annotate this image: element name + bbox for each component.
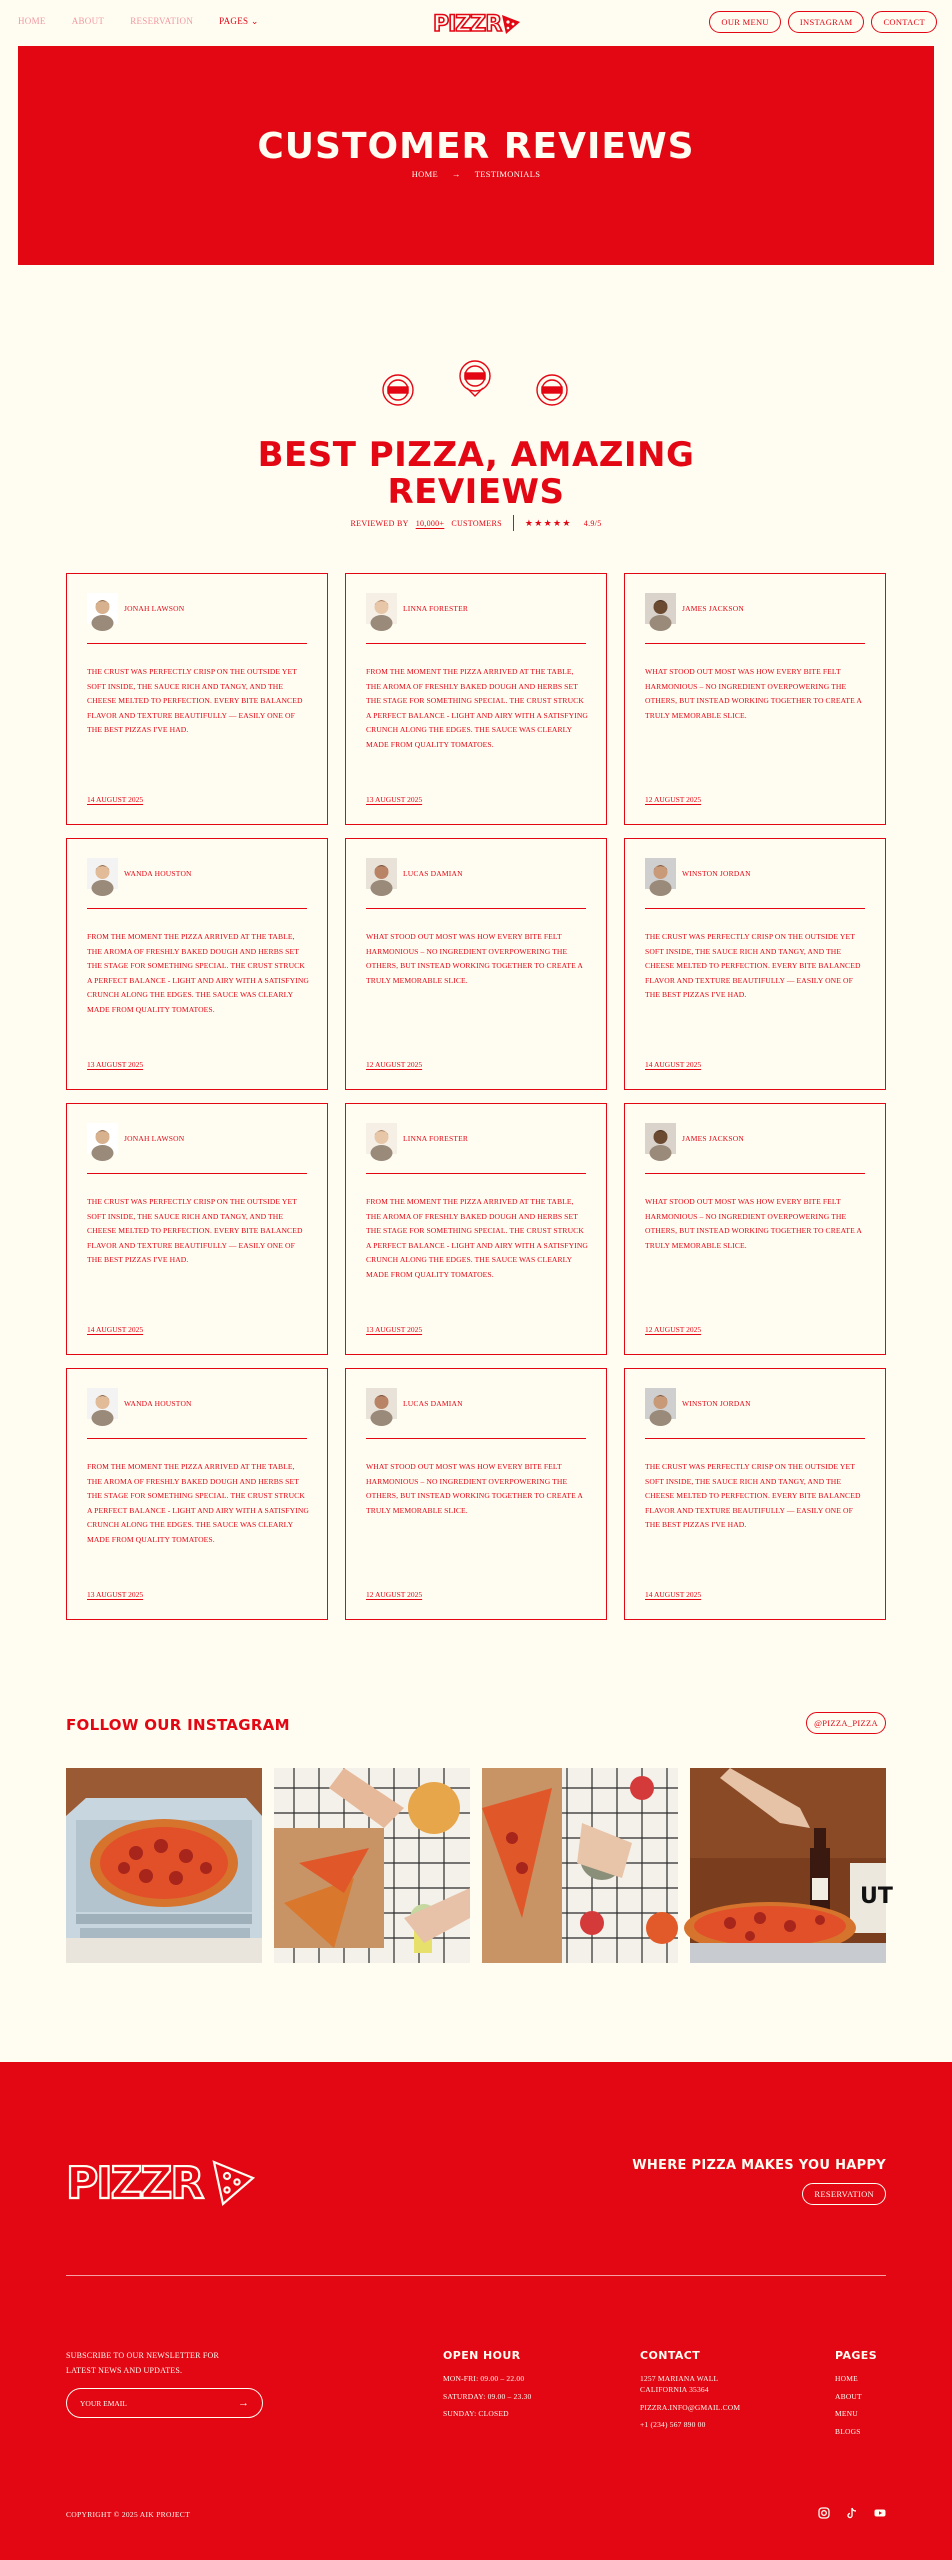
footer-logo-text: PIZZR <box>66 2158 203 2209</box>
review-card <box>66 573 328 825</box>
svg-text:UT: UT <box>860 1884 893 1909</box>
review-date[interactable]: 12 AUGUST 2025 <box>645 1325 702 1334</box>
avatar <box>87 593 118 624</box>
review-text: WHAT STOOD OUT MOST WAS HOW EVERY BITE FELT HARMONIOUS – NO INGREDIENT OVERPOWERING THE OTHERS, BUT INSTEAD WORKING TOGETHER TO CREATE A TRULY MEMORABLE SLICE. <box>366 932 583 985</box>
review-date[interactable]: 12 AUGUST 2025 <box>366 1590 423 1599</box>
site-footer <box>0 2062 952 2560</box>
review-text: THE CRUST WAS PERFECTLY CRISP ON THE OUTSIDE YET SOFT INSIDE, THE SAUCE RICH AND TANGY, AND THE CHEESE MELTED TO PERFECTION. EVERY BITE BALANCED FLAVOR AND TEXTURE BEAUTIFULLY — EASILY ONE OF THE BEST PIZZAS I'VE HAD. <box>645 1462 861 1529</box>
pages-column <box>835 2349 877 2443</box>
card-divider <box>366 1438 586 1439</box>
youtube-icon[interactable] <box>874 2506 886 2518</box>
nav-link-home[interactable]: HOME <box>18 16 46 26</box>
contact-button[interactable]: CONTACT <box>871 11 937 33</box>
reviewer-name: JAMES JACKSON <box>682 1134 744 1143</box>
avatar <box>366 593 397 624</box>
laurel-badge-icon <box>460 361 490 396</box>
contact-email[interactable]: PIZZRA.INFO@GMAIL.COM <box>640 2402 741 2412</box>
site-logo[interactable] <box>432 8 524 38</box>
reviewed-by-label: REVIEWED BY <box>350 518 409 528</box>
review-text: FROM THE MOMENT THE PIZZA ARRIVED AT THE TABLE, THE AROMA OF FRESHLY BAKED DOUGH AND HERBS SET THE STAGE FOR SOMETHING SPECIAL. THE CRUST STRUCK A PERFECT BALANCE - LIGHT AND AIRY WITH A SATISFYING CRUNCH ALONG THE EDGES. THE SAUCE WAS CLEARLY MADE FROM QUALITY TOMATOES. <box>366 667 588 749</box>
footer-link-blogs[interactable]: BLOGS <box>835 2426 861 2436</box>
review-date[interactable]: 13 AUGUST 2025 <box>366 795 423 804</box>
reviewer-name: WANDA HOUSTON <box>124 1399 192 1408</box>
copyright: COPYRIGHT © 2025 AIK PROJECT <box>66 2510 190 2519</box>
footer-link-home[interactable]: HOME <box>835 2374 858 2383</box>
review-card <box>624 838 886 1090</box>
review-date[interactable]: 12 AUGUST 2025 <box>645 795 702 804</box>
hours-sunday: SUNDAY: CLOSED <box>443 2409 509 2418</box>
hours-weekdays: MON-FRI: 09.00 – 22.00 <box>443 2374 525 2383</box>
nav-link-pages[interactable] <box>219 16 259 27</box>
review-text: WHAT STOOD OUT MOST WAS HOW EVERY BITE FELT HARMONIOUS – NO INGREDIENT OVERPOWERING THE OTHERS, BUT INSTEAD WORKING TOGETHER TO CREATE A TRULY MEMORABLE SLICE. <box>645 1197 862 1250</box>
review-date[interactable]: 14 AUGUST 2025 <box>87 1325 144 1334</box>
review-card <box>624 1103 886 1355</box>
email-placeholder: YOUR EMAIL <box>80 2398 127 2408</box>
avatar <box>366 858 397 889</box>
our-menu-button[interactable]: OUR MENU <box>709 11 781 33</box>
social-links <box>818 2506 886 2518</box>
card-divider <box>645 1438 865 1439</box>
avatar <box>645 1123 676 1154</box>
card-divider <box>87 1438 307 1439</box>
divider <box>513 515 514 531</box>
avatar <box>366 1388 397 1419</box>
rating-stars <box>525 518 571 529</box>
instagram-button[interactable]: INSTAGRAM <box>788 11 865 33</box>
review-text: FROM THE MOMENT THE PIZZA ARRIVED AT THE TABLE, THE AROMA OF FRESHLY BAKED DOUGH AND HERBS SET THE STAGE FOR SOMETHING SPECIAL. THE CRUST STRUCK A PERFECT BALANCE - LIGHT AND AIRY WITH A SATISFYING CRUNCH ALONG THE EDGES. THE SAUCE WAS CLEARLY MADE FROM QUALITY TOMATOES. <box>87 932 309 1014</box>
footer-tagline: WHERE PIZZA MAKES YOU HAPPY <box>632 2158 886 2173</box>
footer-divider <box>66 2275 886 2276</box>
avatar <box>87 1123 118 1154</box>
star-icon: ★ <box>534 517 543 528</box>
breadcrumb <box>18 169 934 179</box>
pizza-slice-icon <box>214 2162 253 2204</box>
star-icon: ★ <box>562 517 571 528</box>
reviewer-name: JONAH LAWSON <box>124 604 185 613</box>
nav-link-about[interactable]: ABOUT <box>71 16 105 26</box>
contact-phone[interactable]: +1 (234) 567 890 00 <box>640 2420 706 2429</box>
reviewer-name: JONAH LAWSON <box>124 1134 185 1143</box>
review-card <box>66 1368 328 1620</box>
logo-text: PIZZR <box>433 12 502 37</box>
review-date[interactable]: 14 AUGUST 2025 <box>645 1590 702 1599</box>
review-text: THE CRUST WAS PERFECTLY CRISP ON THE OUTSIDE YET SOFT INSIDE, THE SAUCE RICH AND TANGY, AND THE CHEESE MELTED TO PERFECTION. EVERY BITE BALANCED FLAVOR AND TEXTURE BEAUTIFULLY — EASILY ONE OF THE BEST PIZZAS I'VE HAD. <box>87 667 303 734</box>
rating-value: 4.9/5 <box>583 518 602 528</box>
laurel-badge-icon <box>537 375 567 405</box>
nav-links <box>18 16 259 27</box>
award-badges <box>380 358 572 410</box>
breadcrumb-home[interactable]: HOME <box>411 169 438 179</box>
reviewer-name: WANDA HOUSTON <box>124 869 192 878</box>
nav-buttons <box>709 11 937 33</box>
customers-label: CUSTOMERS <box>451 518 502 528</box>
review-date[interactable]: 13 AUGUST 2025 <box>87 1060 144 1069</box>
open-hour-heading: OPEN HOUR <box>443 2349 521 2362</box>
review-card <box>624 573 886 825</box>
reviewer-name: LUCAS DAMIAN <box>403 1399 463 1408</box>
footer-link-about[interactable]: ABOUT <box>835 2391 862 2401</box>
review-card <box>66 838 328 1090</box>
review-card <box>66 1103 328 1355</box>
reviews-heading-line2: REVIEWS <box>387 472 565 512</box>
contact-heading: CONTACT <box>640 2349 701 2362</box>
tiktok-icon[interactable] <box>846 2506 858 2518</box>
review-count[interactable]: 10,000+ <box>415 518 445 528</box>
review-text: WHAT STOOD OUT MOST WAS HOW EVERY BITE FELT HARMONIOUS – NO INGREDIENT OVERPOWERING THE OTHERS, BUT INSTEAD WORKING TOGETHER TO CREATE A TRULY MEMORABLE SLICE. <box>645 667 862 720</box>
instagram-photo[interactable] <box>274 1768 470 1963</box>
card-divider <box>87 908 307 909</box>
reviewer-name: WINSTON JORDAN <box>682 1399 751 1408</box>
review-date[interactable]: 12 AUGUST 2025 <box>366 1060 423 1069</box>
open-hour-column <box>443 2349 531 2426</box>
instagram-gallery <box>66 1768 893 1963</box>
reviewer-name: LINNA FORESTER <box>403 604 469 613</box>
avatar <box>87 858 118 889</box>
avatar <box>645 1388 676 1419</box>
top-navigation <box>0 0 952 46</box>
instagram-photo[interactable] <box>66 1768 262 1963</box>
review-date[interactable]: 14 AUGUST 2025 <box>645 1060 702 1069</box>
footer-link-menu[interactable]: MENU <box>835 2409 858 2418</box>
card-divider <box>87 1173 307 1174</box>
arrow-right-icon[interactable]: → <box>238 2397 249 2409</box>
page-title: CUSTOMER REVIEWS <box>257 126 695 167</box>
avatar <box>87 1388 118 1419</box>
nav-pages-label: PAGES <box>219 16 249 26</box>
reviewer-name: JAMES JACKSON <box>682 604 744 613</box>
review-card <box>624 1368 886 1620</box>
avatar <box>645 593 676 624</box>
instagram-photo[interactable] <box>690 1768 893 1963</box>
laurel-badge-icon <box>383 375 413 405</box>
instagram-icon[interactable] <box>818 2506 830 2518</box>
instagram-heading: FOLLOW OUR INSTAGRAM <box>66 1716 290 1734</box>
card-divider <box>645 643 865 644</box>
review-grid <box>66 573 886 1620</box>
card-divider <box>366 1173 586 1174</box>
reviews-heading-line1: BEST PIZZA, AMAZING <box>257 435 695 475</box>
contact-address: 1257 MARIANA WALL CALIFORNIA 35364 <box>640 2374 718 2394</box>
card-divider <box>87 643 307 644</box>
review-text: THE CRUST WAS PERFECTLY CRISP ON THE OUTSIDE YET SOFT INSIDE, THE SAUCE RICH AND TANGY, AND THE CHEESE MELTED TO PERFECTION. EVERY BITE BALANCED FLAVOR AND TEXTURE BEAUTIFULLY — EASILY ONE OF THE BEST PIZZAS I'VE HAD. <box>87 1197 303 1264</box>
card-divider <box>366 643 586 644</box>
pages-heading: PAGES <box>835 2349 878 2362</box>
review-card <box>345 573 607 825</box>
review-text: FROM THE MOMENT THE PIZZA ARRIVED AT THE TABLE, THE AROMA OF FRESHLY BAKED DOUGH AND HERBS SET THE STAGE FOR SOMETHING SPECIAL. THE CRUST STRUCK A PERFECT BALANCE - LIGHT AND AIRY WITH A SATISFYING CRUNCH ALONG THE EDGES. THE SAUCE WAS CLEARLY MADE FROM QUALITY TOMATOES. <box>87 1462 309 1544</box>
card-divider <box>645 908 865 909</box>
email-field[interactable] <box>66 2388 263 2418</box>
arrow-right-icon: → <box>451 169 461 179</box>
review-date[interactable]: 13 AUGUST 2025 <box>366 1325 423 1334</box>
review-text: FROM THE MOMENT THE PIZZA ARRIVED AT THE TABLE, THE AROMA OF FRESHLY BAKED DOUGH AND HERBS SET THE STAGE FOR SOMETHING SPECIAL. THE CRUST STRUCK A PERFECT BALANCE - LIGHT AND AIRY WITH A SATISFYING CRUNCH ALONG THE EDGES. THE SAUCE WAS CLEARLY MADE FROM QUALITY TOMATOES. <box>366 1197 588 1279</box>
breadcrumb-current: TESTIMONIALS <box>474 169 541 179</box>
card-divider <box>645 1173 865 1174</box>
chevron-down-icon: ⌄ <box>250 16 259 26</box>
reviewer-name: WINSTON JORDAN <box>682 869 751 878</box>
reviewer-name: LUCAS DAMIAN <box>403 869 463 878</box>
star-icon: ★ <box>543 517 553 528</box>
reviews-heading <box>0 437 952 511</box>
review-card <box>345 838 607 1090</box>
review-date[interactable]: 13 AUGUST 2025 <box>87 1590 144 1599</box>
footer-logo[interactable] <box>66 2152 258 2210</box>
contact-column <box>640 2349 760 2437</box>
review-text: THE CRUST WAS PERFECTLY CRISP ON THE OUTSIDE YET SOFT INSIDE, THE SAUCE RICH AND TANGY, AND THE CHEESE MELTED TO PERFECTION. EVERY BITE BALANCED FLAVOR AND TEXTURE BEAUTIFULLY — EASILY ONE OF THE BEST PIZZAS I'VE HAD. <box>645 932 861 999</box>
pizza-slice-icon <box>502 15 520 34</box>
instagram-photo[interactable] <box>482 1768 678 1963</box>
newsletter-text: SUBSCRIBE TO OUR NEWSLETTER FOR LATEST NEWS AND UPDATES. <box>66 2351 220 2375</box>
review-date[interactable]: 14 AUGUST 2025 <box>87 795 144 804</box>
review-card <box>345 1103 607 1355</box>
avatar <box>366 1123 397 1154</box>
star-icon: ★ <box>553 517 562 528</box>
avatar <box>645 858 676 889</box>
hero-banner <box>18 46 934 265</box>
reservation-button[interactable]: RESERVATION <box>802 2183 886 2205</box>
review-text: WHAT STOOD OUT MOST WAS HOW EVERY BITE FELT HARMONIOUS – NO INGREDIENT OVERPOWERING THE OTHERS, BUT INSTEAD WORKING TOGETHER TO CREATE A TRULY MEMORABLE SLICE. <box>366 1462 583 1515</box>
card-divider <box>366 908 586 909</box>
review-card <box>345 1368 607 1620</box>
review-summary <box>0 515 952 531</box>
reviewer-name: LINNA FORESTER <box>403 1134 469 1143</box>
hours-saturday: SATURDAY: 09.00 – 23.30 <box>443 2391 532 2401</box>
star-icon: ★ <box>524 517 534 528</box>
instagram-handle-button[interactable]: @PIZZA_PIZZA <box>806 1712 886 1734</box>
nav-link-reservation[interactable]: RESERVATION <box>130 16 194 26</box>
